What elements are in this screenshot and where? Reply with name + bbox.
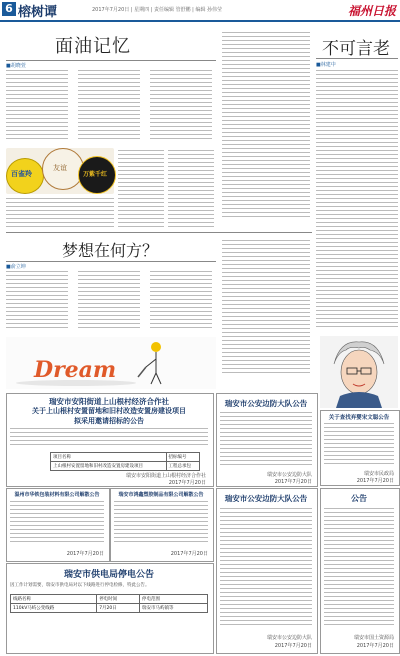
ad-8-cell: 110kV马屿公变线路 — [11, 604, 97, 613]
ad-8-intro: 因工作计划需要，瑞安市供电局对以下线路进行停电检修，特此公告。 — [10, 583, 150, 588]
ad-1-table-cell: 工程总承包 — [166, 462, 199, 471]
article-1-body-col1 — [6, 70, 68, 145]
article-1-body-col2 — [78, 70, 140, 145]
ad-2-title: 瑞安市公安边防大队公告 — [224, 399, 308, 408]
ad-3-title: 瑞安市公安边防大队公告 — [224, 494, 308, 503]
ad-6-body — [10, 501, 104, 545]
cartoon-portrait-art — [320, 336, 398, 408]
ad-1-title-line3: 拟采用邀请招标的公告 — [74, 416, 144, 425]
ad-4-date: 2017年7月20日 — [356, 643, 394, 649]
ad-8-cell: 7月20日 — [97, 604, 140, 613]
article-3-body-col2 — [78, 271, 140, 333]
dream-illustration — [6, 337, 216, 389]
ad-7-title: 瑞安市鸿鑫塑胶制品有限公司解散公告 — [118, 492, 204, 498]
tin-wanziqianhong-label: 万紫千红 — [83, 171, 108, 178]
ad-1-body — [10, 428, 208, 450]
header-meta: 2017年7月20日 | 星期四 | 责任编辑 管舒鹏 | 编辑 孙伟莹 — [92, 7, 223, 13]
ad-6-date: 2017年7月20日 — [66, 551, 104, 557]
ad-1-table-cell: 招标编号 — [166, 453, 199, 462]
ad-7-body — [114, 501, 208, 545]
article-3-body-col4 — [222, 240, 310, 380]
article-3-body-col1 — [6, 271, 68, 333]
article-3-body-col3 — [150, 271, 212, 333]
ad-2-signature: 瑞安市公安边防大队 — [266, 472, 312, 478]
article-1-body-col3 — [150, 70, 212, 145]
article-3-underline — [6, 261, 216, 262]
article-1-body-col5 — [168, 150, 214, 230]
article-2-body-lower — [316, 250, 398, 330]
ad-8-header-cell: 停电时间 — [97, 595, 140, 604]
ad-7-date: 2017年7月20日 — [170, 551, 208, 557]
article-2-title: 不可言老 — [322, 39, 390, 59]
tin-youyi-label: 友谊 — [53, 164, 67, 172]
ad-1-table-cell: 项目名称 — [51, 453, 167, 462]
article-1-body-col4 — [118, 150, 164, 230]
ad-1-date: 2017年7月20日 — [168, 480, 206, 486]
ad-3-body — [220, 508, 312, 628]
ad-1-table — [50, 452, 200, 471]
ad-2-body — [220, 412, 312, 468]
ad-1-title-line2: 关于上山根村安置留地和旧村改造安置房建设项目 — [32, 406, 186, 415]
article-3-title: 梦想在何方？ — [62, 241, 159, 260]
ad-3-date: 2017年7月20日 — [274, 643, 312, 649]
tin-baiqueling-label: 百雀羚 — [11, 169, 32, 178]
ad-8-cell: 瑞安市马屿镇等 — [140, 604, 208, 613]
ad-2-date: 2017年7月20日 — [274, 479, 312, 485]
article-2-author: ■林建中 — [316, 62, 336, 68]
ad-5-date: 2017年7月20日 — [356, 478, 394, 484]
ad-6-title: 温州市华铁包装材料有限公司解散公告 — [14, 492, 100, 498]
ad-4-body — [324, 508, 394, 628]
ad-5-title: 关于查找弃婴宋文聪公告 — [328, 415, 390, 421]
ad-8-title: 瑞安市供电局停电公告 — [63, 570, 154, 580]
article-1-body-col6 — [6, 198, 114, 230]
dream-word: Dream — [34, 357, 117, 383]
middle-column-text — [222, 32, 310, 222]
article-3-author: ■俞立坤 — [6, 264, 26, 270]
ad-8-header-cell: 线路名称 — [11, 595, 97, 604]
section-divider — [6, 232, 312, 233]
article-2-underline — [316, 58, 398, 59]
ad-1-title-line1: 瑞安市安阳街道上山根村经济合作社 — [49, 397, 169, 406]
ad-4-signature: 瑞安市国土资源局 — [353, 635, 394, 641]
cream-tins-image — [6, 148, 114, 194]
ad-5-signature: 瑞安市民政局 — [363, 471, 394, 477]
newspaper-brand: 福州日报 — [347, 4, 396, 18]
article-1-title: 面油记忆 — [55, 36, 131, 57]
article-1-underline — [6, 60, 216, 61]
ad-5-body — [324, 423, 394, 467]
ad-8-table — [10, 594, 208, 613]
ad-1-signature: 瑞安市安阳街道上山根村经济合作社 — [125, 473, 206, 479]
page-number: 6 — [2, 2, 16, 16]
ad-3-signature: 瑞安市公安边防大队 — [266, 635, 312, 641]
ad-4-title: 公告 — [351, 493, 367, 503]
section-title: 榕树谭 — [18, 5, 58, 20]
ad-1-table-cell: 上山根村安置留地和旧村改造安置房建设项目 — [51, 462, 167, 471]
article-1-author: ■胡晓萱 — [6, 63, 26, 69]
cartoon-portrait — [320, 336, 398, 408]
ad-8-header-cell: 停电范围 — [140, 595, 208, 604]
